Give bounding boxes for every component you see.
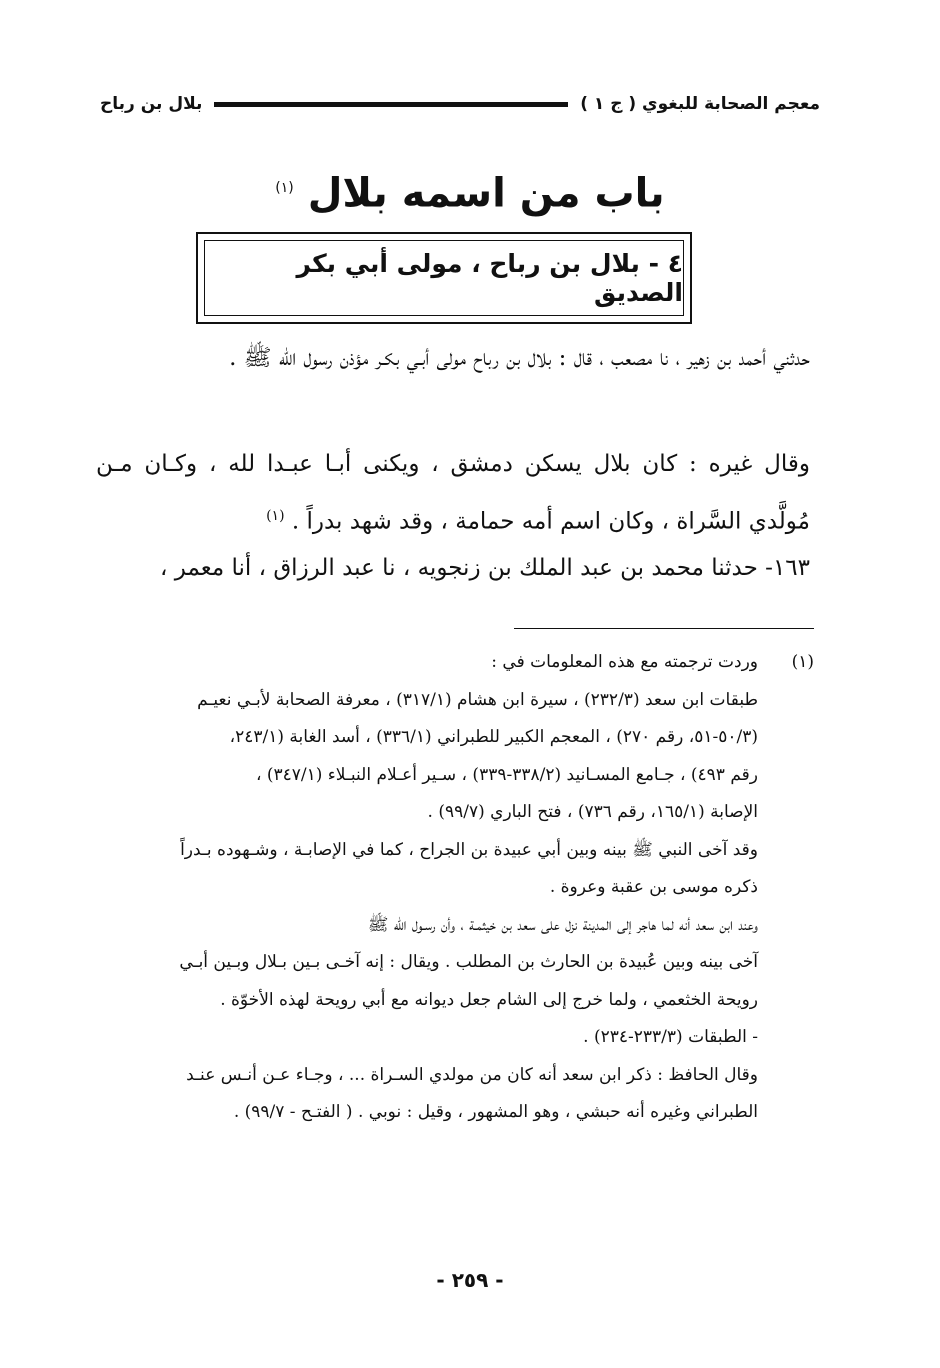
body-paragraph-3 [96, 542, 810, 594]
footnote-line: وعند ابن سعد أنه لما هاجر إلى المدينة نزل على سعد بن خيثمـة ، وأن رسـول الله ﷺ [367, 914, 758, 935]
entry-heading-frame [204, 240, 684, 316]
footnote-line: وقد آخى النبي ﷺ بينه وبين أبي عبيدة بن الجراح ، كما في الإصابـة ، وشـهوده بـدراً [180, 839, 758, 860]
footnote-line: ذكره موسى بن عقبة وعروة . [549, 877, 758, 897]
footnote-source-line: رقم ٤٩٣) ، جـامع المسـانيد (٣٣٨/٢-٣٣٩) ، سـير أعـلام النبـلاء (٣٤٧/١) ، [255, 764, 758, 785]
footnote-source-line: الإصابة (١٦٥/١، رقم ٧٣٦) ، فتح الباري (٩٩/٧) . [427, 802, 758, 822]
body-paragraph-1-text: حدثني أحمد بن زهير ، نا مصعب ، قال : بلال بن رباح مولى أبـي بكـر مؤذن رسول الله ﷺ . [229, 345, 810, 371]
footnote-separator [514, 628, 814, 629]
section-title [250, 160, 690, 221]
entry-heading: ٤ - بلال بن رباح ، مولى أبي بكر الصديق [296, 249, 683, 307]
body-paragraph-2 [96, 438, 810, 548]
footnote-line: وقال الحافظ : ذكر ابن سعد أنه كان من مولدي السـراة ... ، وجـاء عـن أنـس عنـد [186, 1064, 758, 1085]
running-title: بلال بن رباح [100, 94, 203, 114]
footnote-1-head [100, 644, 814, 682]
footnote-paragraph-2 [100, 832, 814, 907]
footnote-line: آخى بينه وبين عُبيدة بن الحارث بن المطلب . ويقال : إنه آخـى بـين بـلال وبـين أبـي [179, 952, 758, 972]
section-title-note-ref: (١) [275, 180, 294, 196]
footnote-sources [100, 682, 814, 832]
footnote-intro: وردت ترجمته مع هذه المعلومات في : [491, 652, 758, 672]
header-rule [214, 102, 568, 107]
footnote-line: - الطبقات (٢٣٣/٣-٢٣٤) . [583, 1027, 758, 1047]
footnote-source-line: (٥٠/٣-٥١، رقم ٢٧٠) ، المعجم الكبير للطبراني (٣٣٦/١) ، أسد الغابة (٢٤٣/١، [229, 727, 758, 747]
body-paragraph-3-text: ١٦٣- حدثنا محمد بن عبد الملك بن زنجويه ، نا عبد الرزاق ، أنا معمر ، [160, 555, 810, 581]
footnote-paragraph-4 [100, 1057, 814, 1132]
footnote-paragraph-3 [100, 907, 814, 1057]
body-paragraph-2-note-ref: (١) [266, 508, 285, 524]
section-title-text: باب من اسمه بلال [307, 170, 665, 217]
entry-heading-box [196, 232, 692, 324]
footnote-line: الطبراني وغيره أنه حبشي ، وهو المشهور ، وقيل : نوبي . ( الفتـح - ٩٩/٧) . [233, 1102, 758, 1122]
footnotes [100, 644, 814, 1132]
footnote-source-line: طبقات ابن سعد (٢٣٢/٣) ، سيرة ابن هشام (٣١٧/١) ، معرفة الصحابة لأبـي نعيـم [197, 689, 758, 710]
book-title: معجم الصحابة للبغوي ( ج ١ ) [580, 94, 820, 114]
body-paragraph-2-text: وقال غيره : كان بلال يسكن دمشق ، ويكنى أبـا عبـدا لله ، وكـان مـن مُولَّدي السَّراة ، وكان اسم أمه حمامة ، وقد شهد بدراً . [96, 451, 810, 535]
running-header [100, 88, 820, 120]
body-paragraph-1 [96, 332, 810, 384]
footnote-line: رويحة الخثعمي ، ولما خرج إلى الشام جعل ديوانه مع أبي رويحة لهذه الأخوّة . [220, 989, 758, 1010]
footnote-number: (١) [791, 652, 814, 672]
page-number: - ٢٥٩ - [436, 1268, 504, 1292]
